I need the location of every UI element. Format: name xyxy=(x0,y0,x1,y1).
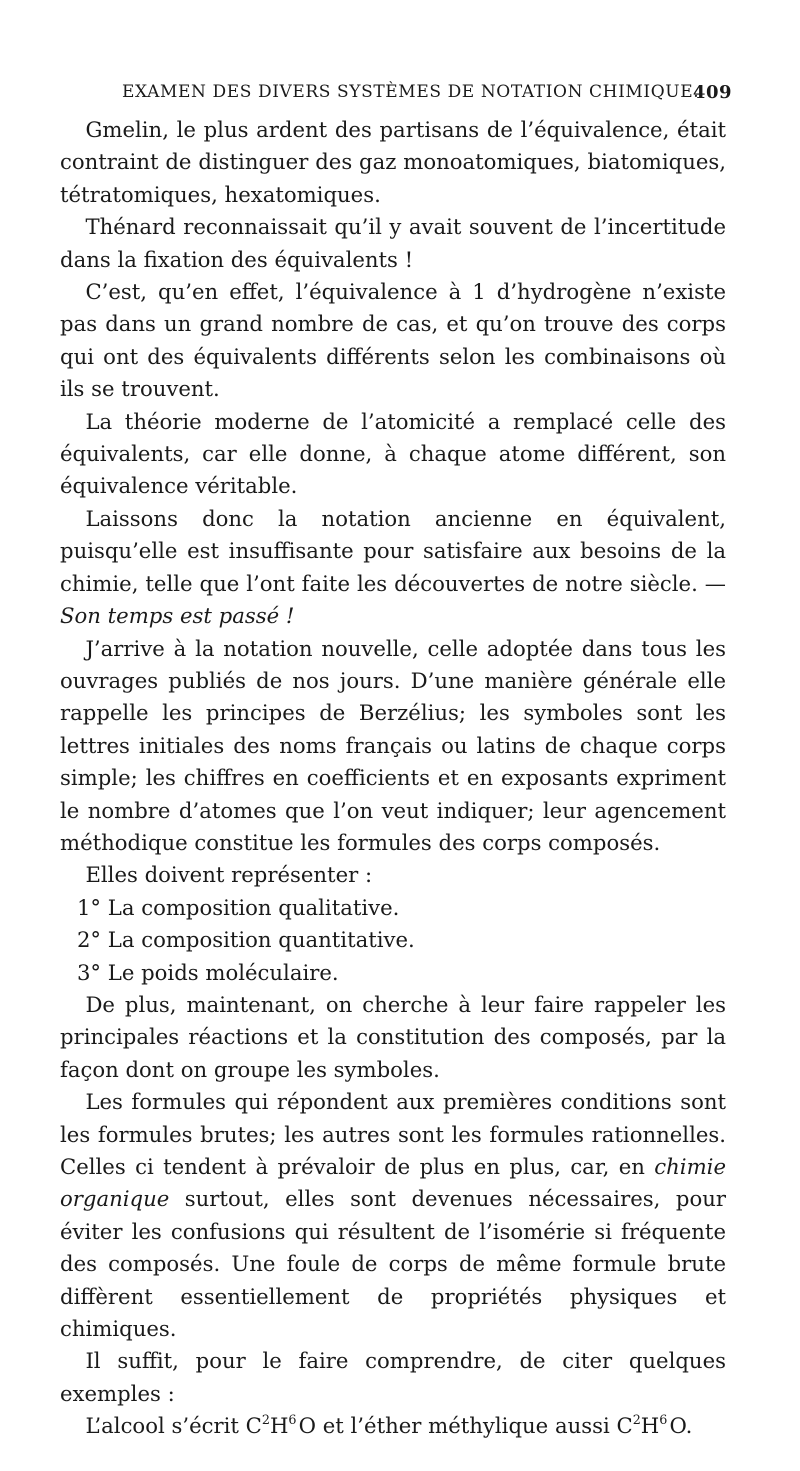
paragraph: J’arrive à la notation nouvelle, celle adoptée dans tous les ouvrages publiés de nos jours. D’une manière générale elle rappelle les principes de Berzélius; les symboles sont les lettres initiales des noms français ou latins de chaque corps simple; les chiffres en coefficients et en exposants expriment le nombre d’atomes que l’on veut indiquer; leur agencement méthodique constitue les formules des corps composés. xyxy=(60,635,726,855)
paragraph: La théorie moderne de l’atomicité a remplacé celle des équivalents, car elle donne, à chaque atome différent, son équivalence véritable. xyxy=(60,408,726,499)
paragraph: Elles doivent représenter : xyxy=(85,862,373,888)
body-text xyxy=(60,114,726,1443)
list-item: 1° La composition qualitative. xyxy=(76,894,400,920)
list-item: 3° Le poids moléculaire. xyxy=(76,959,339,985)
running-title: EXAMEN DES DIVERS SYSTÈMES DE NOTATION CHIMIQUE. xyxy=(122,82,700,102)
paragraph: Gmelin, le plus ardent des partisans de l’équivalence, était contraint de distinguer des gaz monoatomiques, biatomiques, tétratomiques, hexatomiques. xyxy=(60,117,726,207)
formula-text: O. xyxy=(669,1413,693,1439)
paragraph: Il suffit, pour le faire comprendre, de citer quelques exemples : xyxy=(60,1348,726,1406)
formula-text: H xyxy=(269,1413,289,1439)
italic-phrase: Son temps est passé ! xyxy=(60,603,295,629)
exponent: 6 xyxy=(288,1411,297,1427)
page-number: 409 xyxy=(692,82,732,103)
paragraph: C’est, qu’en effet, l’équivalence à 1 d’hydrogène n’existe pas dans un grand nombre de cas, et qu’on trouve des corps qui ont des équivalents différents selon les combinaisons où ils se trouvent. xyxy=(60,279,726,402)
paragraph xyxy=(60,1086,726,1345)
paragraph-text: Laissons donc la notation ancienne en équivalent, puisqu’elle est insuffisante pour satisfaire aux besoins de la chimie, telle que l’ont faite les découvertes de notre siècle. — xyxy=(60,505,726,596)
exponent: 2 xyxy=(261,1411,270,1427)
formula-text: O et l’éther méthylique aussi C xyxy=(298,1413,633,1439)
formula-text: H xyxy=(640,1413,660,1439)
paragraph-text: Les formules qui répondent aux premières conditions sont les formules brutes; les autres sont les formules rationnelles. Celles ci tendent à prévaloir de plus en plus, car, en xyxy=(60,1089,726,1179)
paragraph-text: surtout, elles sont devenues nécessaires, pour éviter les confusions qui résultent de l’isomérie si fréquente des composés. Une foule de corps de même formule brute diffèrent essentiellement de propriétés physiques et chimiques. xyxy=(60,1186,726,1342)
formula-line xyxy=(60,1410,726,1442)
page-header xyxy=(60,82,736,112)
exponent: 6 xyxy=(659,1411,668,1427)
paragraph: Thénard reconnaissait qu’il y avait souvent de l’incertitude dans la fixation des équivalents ! xyxy=(60,214,726,272)
list-item: 2° La composition quantitative. xyxy=(76,927,415,953)
paragraph xyxy=(60,503,726,633)
exponent: 2 xyxy=(632,1411,641,1427)
formula-text: L’alcool s’écrit C xyxy=(85,1413,262,1439)
italic-phrase: chimie organique xyxy=(60,1154,726,1212)
paragraph: De plus, maintenant, on cherche à leur faire rappeler les principales réactions et la constitution des composés, par la façon dont on groupe les symboles. xyxy=(60,991,726,1082)
